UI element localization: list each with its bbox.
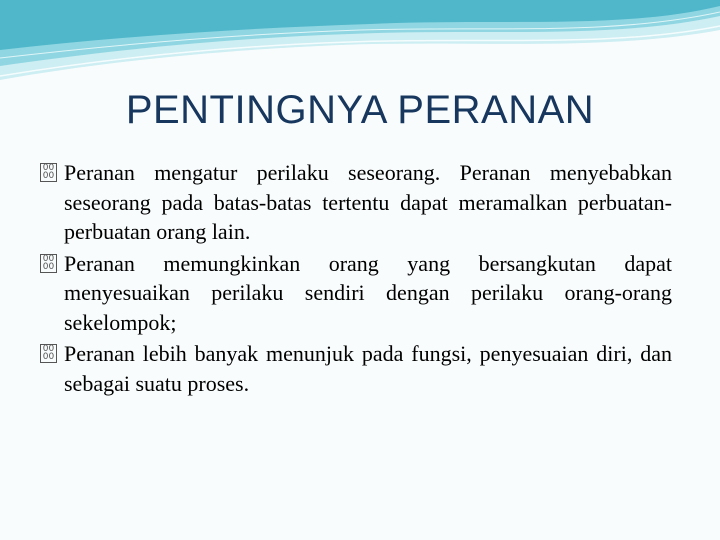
slide-title: PENTINGNYA PERANAN (125, 88, 595, 132)
bullet-text: Peranan lebih banyak menunjuk pada fungsi, penyesuaian diri, dan sebagai suatu proses. (64, 341, 672, 396)
bullet-item (40, 339, 672, 398)
bullet-list (40, 158, 672, 400)
bullet-item (40, 158, 672, 247)
bullet-text: Peranan memungkinkan orang yang bersangkutan dapat menyesuaikan perilaku sendiri dengan perilaku orang-orang sekelompok; (64, 250, 672, 335)
missing-glyph-icon: 00 00 (40, 254, 57, 273)
wave-header-decoration (0, 0, 720, 90)
bullet-item (40, 249, 672, 338)
missing-glyph-icon: 00 00 (40, 163, 57, 182)
missing-glyph-icon: 00 00 (40, 344, 57, 363)
bullet-text: Peranan mengatur perilaku seseorang. Peranan menyebabkan seseorang pada batas-batas tertentu dapat meramalkan perbuatan-perbuatan orang lain. (64, 160, 672, 244)
